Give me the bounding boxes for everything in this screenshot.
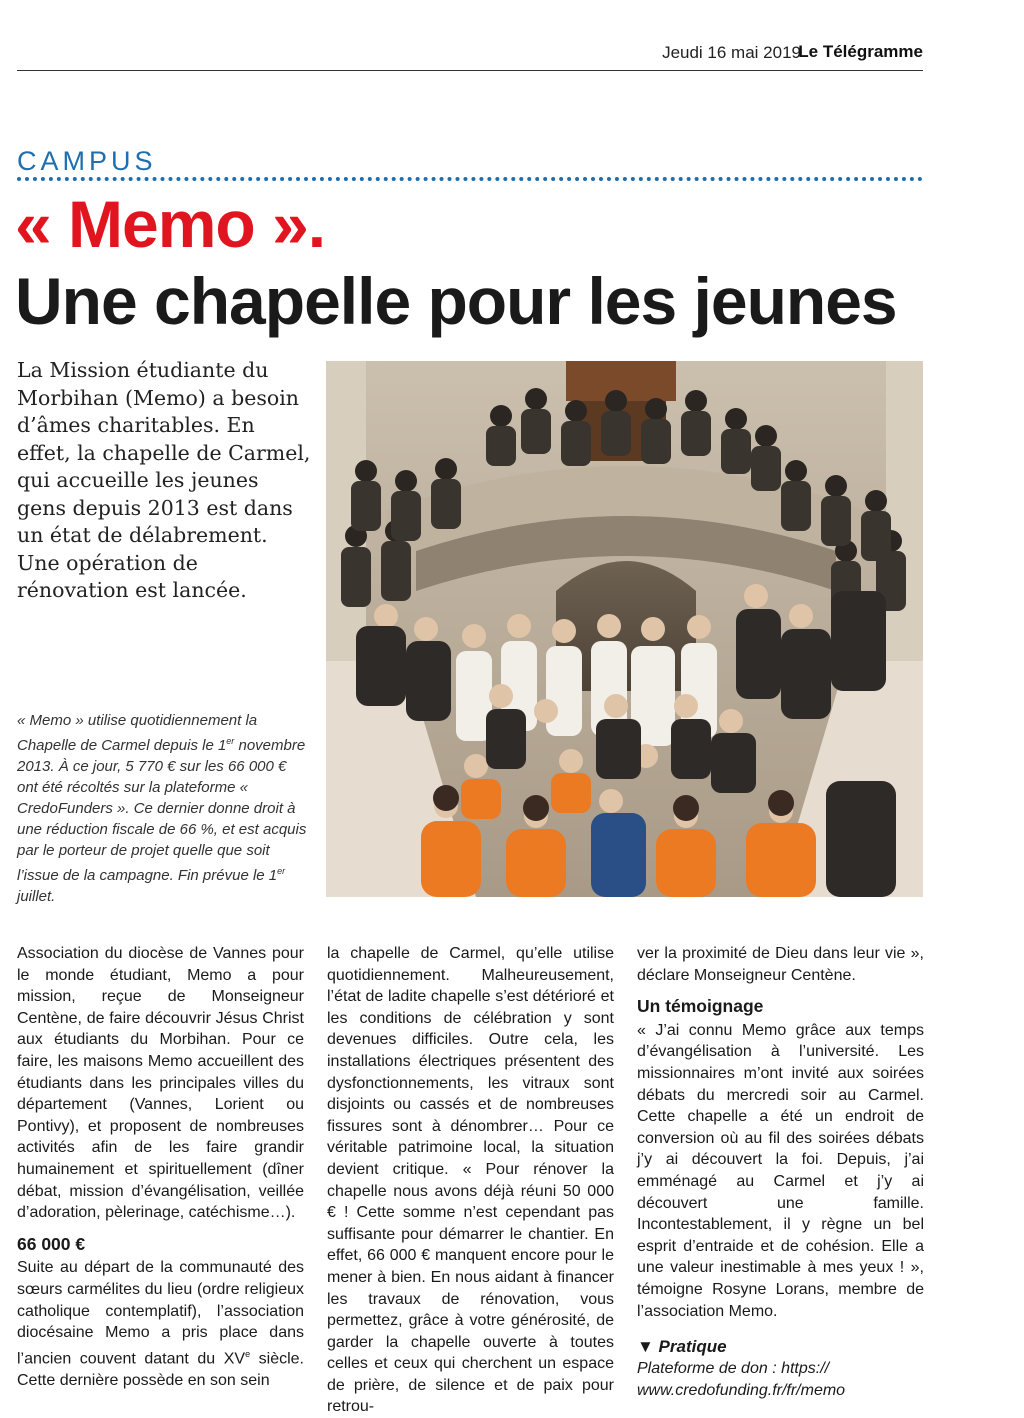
- intro-sup-2: er: [277, 866, 286, 876]
- pratique-title: ▼ Pratique: [637, 1337, 727, 1357]
- body-paragraph-2a: Suite au départ de la communauté des sœurs carmélites du lieu (ordre religieux catholique contemplatif), l’association diocésaine Memo a pris place dans l’ancien couvent datant du XV: [17, 1259, 304, 1368]
- group-photo-illustration: [326, 361, 923, 897]
- intro-sup-1: er: [226, 736, 235, 746]
- issue-date: Jeudi 16 mai 2019: [662, 43, 801, 62]
- body-paragraph-2: [17, 1257, 304, 1391]
- column-2: [327, 943, 614, 1418]
- group-photo: [326, 361, 923, 897]
- body-paragraph-3: la chapelle de Carmel, qu’elle utilise quotidiennement. Malheureusement, l’état de ladite chapelle s’est détérioré et les conditions de célébration y sont devenues difficiles. Outre cela, les installations électriques présentent des dysfonctionnements, les vitraux sont disjoints ou cassés et de nombreuses fissures sont à dénombrer… Pour ce véritable patrimoine local, la situation devient critique. « Pour rénover la chapelle nous avons déjà réuni 50 000 € ! Cette somme n’est cependant pas suffisante pour démarrer le chantier. En effet, 66 000 € manquent encore pour le mener à bien. En nous aidant à financer les travaux de rénovation, vous permettez, grâce à votre générosité, de garder la chapelle ouverte à toutes celles et ceux qui cherchent un espace de prière, de silence et de paix pour retrou-: [327, 945, 614, 1416]
- column-3: [637, 943, 924, 1402]
- page-header: [17, 38, 923, 71]
- body-paragraph-5: « J’ai connu Memo grâce aux temps d’évangélisation à l’université. Les missionnaires m’ont invité aux soirées débats du mercredi soir au Carmel. Cette chapelle a été un endroit de conversion où au fil des soirées débats j’y ai découvert la foi. Depuis, j’ai emménagé au Carmel et j’y ai découvert une famille. Incontestablement, il y règne un bel esprit d’entraide et de cohésion. Elle a une valeur inestimable à mes yeux ! », témoigne Rosyne Lorans, membre de l’association Memo.: [637, 1021, 924, 1320]
- newspaper-name: Le Télégramme: [798, 42, 923, 61]
- column-1: [17, 943, 304, 1391]
- intro-text-2: novembre 2013. À ce jour, 5 770 € sur les 66 000 € ont été récoltés sur la plateforme « CredoFunders ». Ce dernier donne droit à une réduction fiscale de 66 %, et est acquis par le porteur de projet quelle que soit l’issue de la campagne. Fin prévue le 1: [17, 737, 307, 884]
- intro-caption: [17, 710, 307, 907]
- pratique-link[interactable]: Plateforme de don : https:// www.credofunding.fr/fr/memo: [637, 1359, 846, 1399]
- century-sup: e: [245, 1348, 251, 1359]
- headline-line2: Une chapelle pour les jeunes: [15, 264, 897, 338]
- rubric-divider: [17, 177, 923, 181]
- body-paragraph-1: Association du diocèse de Vannes pour le monde étudiant, Memo a pour mission, reçue de Monseigneur Centène, de faire découvrir Jésus Christ aux étudiants du Morbihan. Pour ce faire, les maisons Memo accueillent des étudiants dans les principales villes du département (Vannes, Lorient ou Pontivy), et proposent de nombreuses activités afin de les faire grandir humainement et spirituellement (dîner débat, mission d’évangélisation, veillée d’adoration, pèlerinage, catéchisme…).: [17, 945, 304, 1222]
- intro-text-1: « Memo » utilise quotidiennement la Chapelle de Carmel depuis le 1: [17, 712, 258, 754]
- headline-line1: « Memo ».: [15, 187, 326, 261]
- section-rubric: CAMPUS: [17, 146, 157, 176]
- lead-paragraph: La Mission étudiante du Morbihan (Memo) a besoin d’âmes charitables. En effet, la chapelle de Carmel, qui accueille les jeunes gens depuis 2013 est dans un état de délabrement. Une opération de rénovation est lancée.: [17, 358, 311, 602]
- intro-text-3: juillet.: [17, 888, 56, 905]
- subhead-66000: 66 000 €: [17, 1233, 86, 1254]
- body-paragraph-2b: siècle. Cette dernière possède en son sein: [17, 1350, 305, 1389]
- subhead-temoignage: Un témoignage: [637, 996, 764, 1017]
- body-paragraph-4: ver la proximité de Dieu dans leur vie », déclare Monseigneur Centène.: [637, 945, 924, 984]
